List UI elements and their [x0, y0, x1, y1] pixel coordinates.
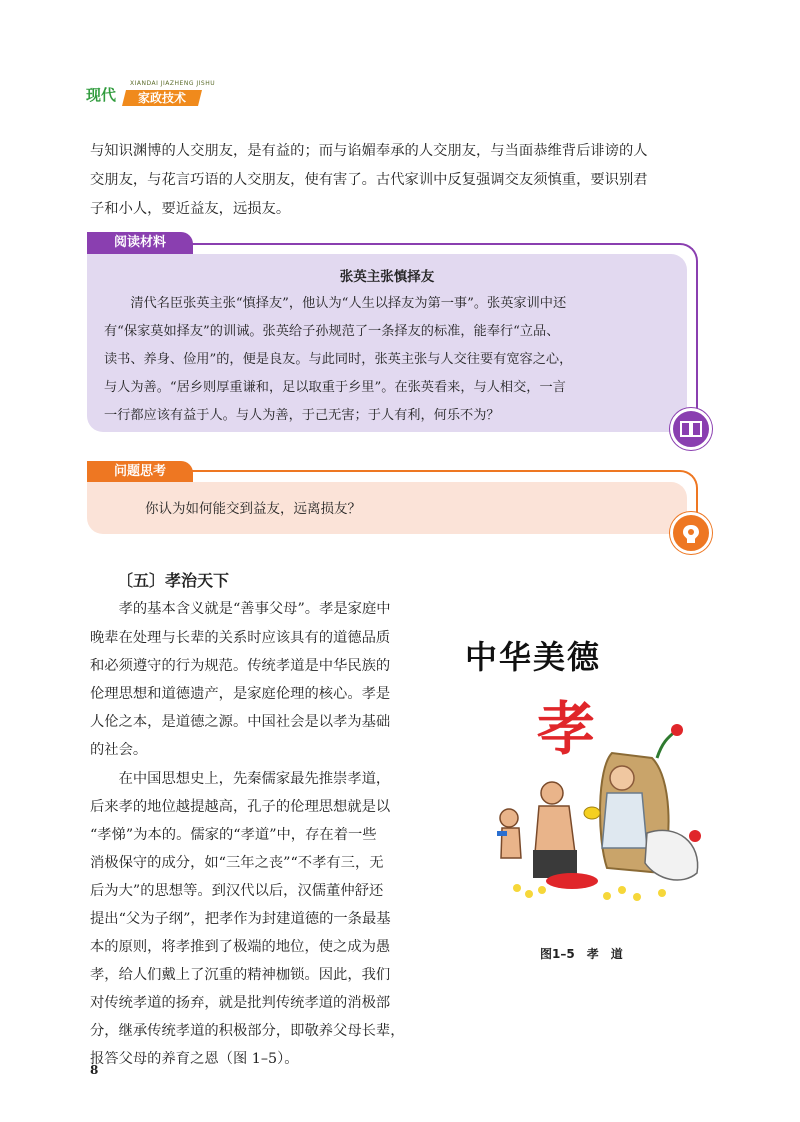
body-line: 孝，给人们戴上了沉重的精神枷锁。因此，我们 [90, 967, 391, 983]
page-number: 8 [90, 1063, 99, 1077]
reading-line: 有“保家莫如择友”的训诫。张英给子孙规范了一条择友的标准，能奉行“立品、 [104, 324, 560, 339]
body-line: 的社会。 [90, 742, 148, 758]
reading-line: 清代名臣张英主张“慎择友”，他认为“人生以择友为第一事”。张英家训中还 [104, 296, 567, 311]
brand-tag-label: 家政技术 [137, 91, 186, 105]
body-line: 分，继承传统孝道的积极部分，即敬养父母长辈， [90, 1023, 405, 1039]
body-line: 后为大”的思想等。到汉代以后，汉儒董仲舒还 [90, 883, 384, 899]
body-line: 和必须遵守的行为规范。传统孝道是中华民族的 [90, 658, 391, 674]
figure-heading: 中华美德 [465, 638, 602, 676]
section-title: 〔五〕孝治天下 [117, 571, 230, 590]
reading-title: 张英主张慎择友 [339, 269, 435, 285]
body-line: 晚辈在处理与长辈的关系时应该具有的道德品质 [90, 630, 391, 646]
body-line: 伦理思想和道德遗产，是家庭伦理的核心。孝是 [90, 686, 391, 702]
brand-tag [122, 90, 202, 106]
reading-line: 一行都应该有益于人。与人为善，于己无害；于人有利，何乐不为？ [104, 408, 500, 423]
reading-line: 与人为善。“居乡则厚重谦和，足以取重于乡里”。在张英看来，与人相交，一言 [104, 380, 566, 395]
body-line: 后来孝的地位越提越高，孔子的伦理思想就是以 [90, 799, 391, 815]
body-line: 消极保守的成分，如“三年之丧”“不孝有三，无 [90, 855, 384, 871]
figure-caption: 图1–5 孝 道 [540, 947, 623, 961]
body-line: 孝的基本含义就是“善事父母”。孝是家庭中 [90, 601, 391, 617]
body-line: 在中国思想史上，先秦儒家最先推崇孝道， [90, 771, 391, 787]
intro-line: 与知识渊博的人交朋友，是有益的；而与谄媚奉承的人交朋友，与当面恭维背后诽谤的人 [90, 143, 648, 159]
body-line: 报答父母的养育之恩（图 1–5）。 [90, 1051, 299, 1067]
reading-tab: 阅读材料 [87, 232, 193, 254]
intro-line: 子和小人，要近益友，远损友。 [90, 201, 291, 217]
body-line: “孝悌”为本的。儒家的“孝道”中，存在着一些 [90, 827, 377, 843]
book-icon [670, 408, 712, 450]
body-line: 对传统孝道的扬弃，就是批判传统孝道的消极部 [90, 995, 391, 1011]
body-line: 提出“父为子纲”，把孝作为封建道德的一条最基 [90, 911, 391, 927]
brand-title: 现代 [86, 86, 117, 104]
body-line: 本的原则，将孝推到了极端的地位，使之成为愚 [90, 939, 391, 955]
brand-pinyin: XIANDAI JIAZHENG JISHU [130, 80, 216, 87]
thinking-question: 你认为如何能交到益友，远离损友？ [145, 501, 361, 517]
reading-line: 读书、养身、俭用”的，便是良友。与此同时，张英主张与人交往要有宽容之心， [104, 352, 573, 367]
body-line: 人伦之本，是道德之源。中国社会是以孝为基础 [90, 714, 391, 730]
lightbulb-head-icon [670, 512, 712, 554]
figure-character: 孝 [537, 695, 596, 763]
intro-line: 交朋友，与花言巧语的人交朋友，使有害了。古代家训中反复强调交友须慎重，要识别君 [90, 172, 648, 188]
thinking-tab: 问题思考 [87, 461, 193, 482]
